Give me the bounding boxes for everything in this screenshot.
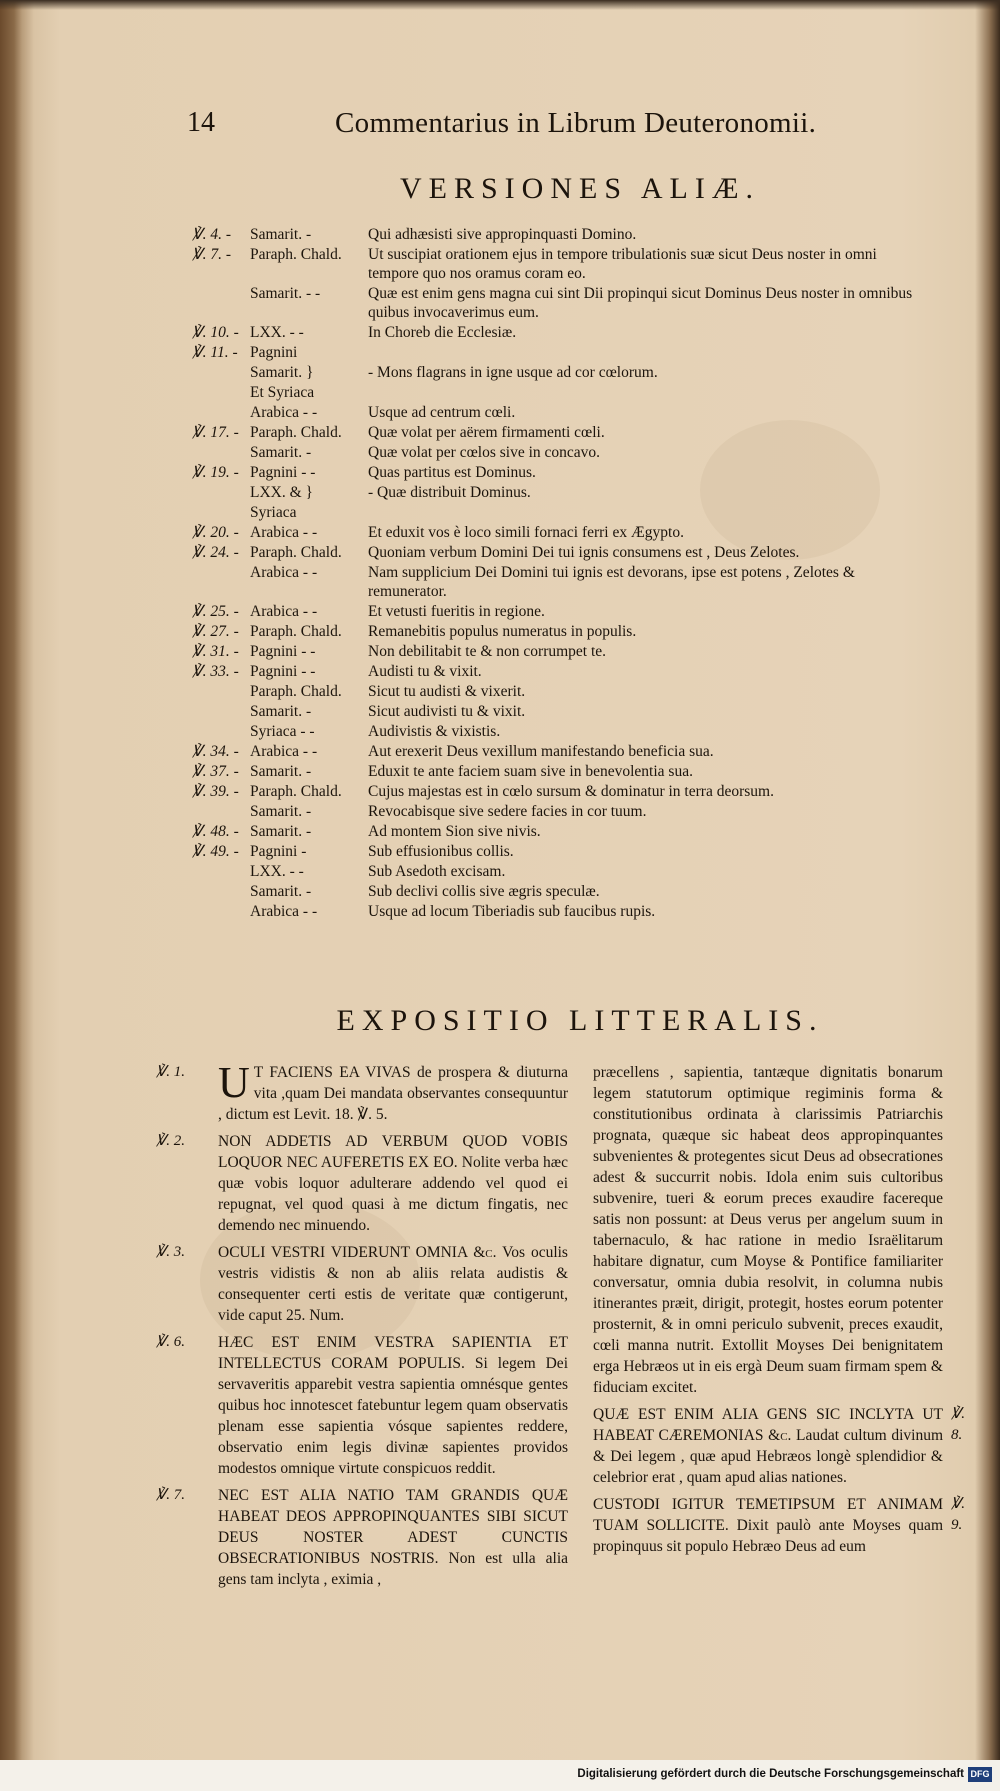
version-source: Arabica - - — [250, 903, 318, 920]
version-text: Ut suscipiat orationem ejus in tempore tribulationis suæ sicut Deus noster in omni tempore quo nos oramus coram eo. — [368, 246, 877, 282]
version-row — [192, 762, 952, 781]
version-text: Cujus majestas est in cœlo sursum & dominatur in terra deorsum. — [368, 783, 774, 800]
margin-verse-ref: ℣. 6. — [156, 1334, 186, 1350]
version-source: Et Syriaca — [250, 384, 315, 401]
lemma: NON ADDETIS AD VERBUM QUOD VOBIS LOQUOR NEC AUFERETIS EX EO. — [218, 1133, 568, 1171]
version-source: Pagnini - - — [250, 643, 316, 660]
version-text — [368, 503, 914, 522]
version-text: Sub effusionibus collis. — [368, 843, 514, 860]
version-text: Aut erexerit Deus vexillum manifestando beneficia sua. — [368, 743, 714, 760]
running-title: Commentarius in Librum Deuteronomii. — [335, 107, 817, 139]
version-text: Quas partitus est Dominus. — [368, 464, 536, 481]
version-source: Pagnini - - — [250, 464, 316, 481]
verse-ref: ℣. 11. - — [192, 344, 238, 361]
commentary-paragraph — [156, 1332, 568, 1479]
verse-ref: ℣. 4. - — [192, 226, 232, 243]
version-text: Eduxit te ante faciem suam sive in benevolentia sua. — [368, 763, 693, 780]
margin-verse-ref: ℣. 8. — [951, 1406, 966, 1443]
version-source: Paraph. Chald. — [250, 246, 342, 263]
version-row — [192, 523, 952, 542]
verse-ref: ℣. 37. - — [192, 763, 239, 780]
verse-ref — [192, 363, 250, 382]
margin-verse-ref: ℣. 9. — [951, 1496, 966, 1533]
version-text: Nam supplicium Dei Domini tui ignis est devorans, ipse est potens , Zelotes & remunerator. — [368, 564, 855, 600]
version-source: Paraph. Chald. — [250, 623, 342, 640]
version-row — [192, 822, 952, 841]
verse-ref — [192, 403, 250, 422]
lemma: T FACIENS EA VIVAS — [253, 1064, 411, 1081]
commentary-text: de prospera & diuturna vita ,quam Dei mandata observantes consequuntur , dictum est Levit. 18. ℣. 5. — [218, 1064, 569, 1123]
footer-credit: Digitalisierung gefördert durch die Deutsche Forschungsgemeinschaft — [577, 1768, 964, 1780]
commentary-text: Dixit paulò ante Moyses quam propinquus sit populo Hebræo Deus ad eum — [593, 1517, 943, 1555]
commentary-text: Laudat cultum divinum & Dei legem , quæ apud Hebræos longè splendidior & celebrior erat , quam apud alias nationes. — [593, 1427, 943, 1486]
version-source: Syriaca — [250, 504, 297, 521]
version-row — [192, 722, 952, 741]
lemma: CUSTODI IGITUR TEMETIPSUM ET ANIMAM TUAM SOLLICITE. — [593, 1496, 943, 1534]
verse-ref: ℣. 24. - — [192, 544, 239, 561]
version-row — [192, 842, 952, 861]
commentary-text: Si legem Dei servaveritis apparebit vestra sapientia omnésque gentes quibus hoc innotescet fatebuntur legem quam observatis plenam esse sapientia vósque sapientes reddere, observatio enim legis divinæ sapientes providos modestos omnique virtute conspicuos reddit. — [218, 1355, 568, 1477]
verse-ref — [192, 882, 250, 901]
version-row — [192, 483, 952, 502]
verse-ref: ℣. 33. - — [192, 663, 239, 680]
version-text: - Mons flagrans in igne usque ad cor cœlorum. — [368, 364, 658, 381]
version-source: LXX. - - — [250, 863, 304, 880]
version-text: Quæ volat per cœlos sive in concavo. — [368, 444, 601, 461]
version-text: Et vetusti fueritis in regione. — [368, 603, 545, 620]
verse-ref: ℣. 31. - — [192, 643, 239, 660]
page-number: 14 — [187, 107, 215, 138]
verse-ref: ℣. 17. - — [192, 424, 239, 441]
commentary-paragraph — [593, 1494, 966, 1557]
version-text: Sicut audivisti tu & vixit. — [368, 703, 526, 720]
verse-ref — [192, 383, 250, 402]
right-column — [593, 1062, 966, 1563]
version-text: Audivistis & vixistis. — [368, 723, 501, 740]
verse-ref: ℣. 49. - — [192, 843, 239, 860]
version-row — [192, 463, 952, 482]
commentary-paragraph — [156, 1242, 568, 1326]
version-row — [192, 682, 952, 701]
version-text: Usque ad locum Tiberiadis sub faucibus rupis. — [368, 903, 656, 920]
version-source: Arabica - - — [250, 404, 318, 421]
version-row — [192, 782, 952, 801]
verse-ref: ℣. 25. - — [192, 603, 239, 620]
lemma: HÆC EST ENIM VESTRA SAPIENTIA ET INTELLECTUS CORAM POPULIS. — [218, 1334, 568, 1372]
drop-cap: U — [218, 1058, 250, 1107]
version-row — [192, 284, 952, 322]
version-source: Samarit. } — [250, 364, 314, 381]
verse-ref: ℣. 19. - — [192, 464, 239, 481]
version-source: Samarit. - — [250, 703, 312, 720]
version-row — [192, 443, 952, 462]
version-source: Samarit. - — [250, 883, 312, 900]
version-source: LXX. & } — [250, 484, 313, 501]
version-row — [192, 543, 952, 562]
version-source: Arabica - - — [250, 603, 318, 620]
version-text: - Quæ distribuit Dominus. — [368, 484, 531, 501]
version-source: Pagnini — [250, 344, 298, 361]
version-source: Arabica - - — [250, 524, 318, 541]
version-row — [192, 323, 952, 342]
commentary-text: Nolite verba hæc quæ vobis loquor adulterare addendo vel quod ei repugnat, vel quod quasi à me dictum fingatis, nec demendo nec minuendo. — [218, 1154, 568, 1234]
version-row — [192, 802, 952, 821]
version-text: Non debilitabit te & non corrumpet te. — [368, 643, 607, 660]
version-source: Paraph. Chald. — [250, 783, 342, 800]
version-text — [368, 383, 914, 402]
versions-list — [192, 225, 952, 922]
version-row — [192, 602, 952, 621]
version-row — [192, 702, 952, 721]
version-row — [192, 423, 952, 442]
margin-verse-ref: ℣. 7. — [156, 1487, 186, 1503]
footer-bar — [0, 1760, 1000, 1791]
version-source: Samarit. - — [250, 803, 312, 820]
version-source: Samarit. - — [250, 763, 312, 780]
exposition-title: EXPOSITIO LITTERALIS. — [336, 1004, 824, 1037]
version-row — [192, 622, 952, 641]
verse-ref — [192, 722, 250, 741]
verse-ref — [192, 902, 250, 921]
verse-ref — [192, 483, 250, 502]
version-text: In Choreb die Ecclesiæ. — [368, 324, 517, 341]
version-row — [192, 902, 952, 921]
version-row — [192, 882, 952, 901]
lemma: OCULI VESTRI VIDERUNT OMNIA &c. — [218, 1244, 497, 1261]
verse-ref: ℣. 20. - — [192, 524, 239, 541]
version-text: Sub Asedoth excisam. — [368, 863, 506, 880]
lemma: NEC EST ALIA NATIO TAM GRANDIS QUÆ HABEAT DEOS APPROPINQUANTES SIBI SICUT DEUS NOSTER ADEST CUNCTIS OBSECRATIONIBUS NOSTRIS. — [218, 1487, 568, 1567]
version-text: Ad montem Sion sive nivis. — [368, 823, 541, 840]
version-text: Quæ volat per aërem firmamenti cœli. — [368, 424, 605, 441]
verse-ref — [192, 702, 250, 721]
commentary-paragraph — [593, 1062, 943, 1398]
version-row — [192, 503, 952, 522]
commentary-text: Vos oculis vestris vidistis & non ab aliis relata audistis & consequenter certi estis de veritate quæ contigerunt, vide caput 25. Num. — [218, 1244, 568, 1324]
version-text: Usque ad centrum cœli. — [368, 404, 516, 421]
verse-ref — [192, 682, 250, 701]
commentary-paragraph — [156, 1485, 569, 1590]
version-text: Sicut tu audisti & vixerit. — [368, 683, 526, 700]
verse-ref — [192, 503, 250, 522]
version-row — [192, 403, 952, 422]
verse-ref — [192, 563, 250, 601]
version-text: Qui adhæsisti sive appropinquasti Domino. — [368, 226, 637, 243]
version-text: Quæ est enim gens magna cui sint Dii propinqui sicut Dominus Deus noster in omnibus quibus invocaverimus eum. — [368, 285, 913, 321]
verse-ref: ℣. 27. - — [192, 623, 239, 640]
version-text: Revocabisque sive sedere facies in cor tuum. — [368, 803, 647, 820]
version-source: Paraph. Chald. — [250, 544, 342, 561]
verse-ref: ℣. 7. - — [192, 246, 232, 263]
versions-title: VERSIONES ALIÆ. — [399, 172, 760, 205]
version-source: Paraph. Chald. — [250, 683, 342, 700]
version-source: Samarit. - — [250, 444, 312, 461]
lemma: QUÆ EST ENIM ALIA GENS SIC INCLYTA UT HABEAT CÆREMONIAS &c. — [593, 1406, 943, 1444]
verse-ref — [192, 862, 250, 881]
margin-verse-ref: ℣. 2. — [156, 1133, 186, 1149]
version-row — [192, 662, 952, 681]
version-row — [192, 642, 952, 661]
version-source: Samarit. - — [250, 823, 312, 840]
version-text: Remanebitis populus numeratus in populis. — [368, 623, 637, 640]
version-source: Paraph. Chald. — [250, 424, 342, 441]
margin-verse-ref: ℣. 3. — [156, 1244, 186, 1260]
dfg-logo: DFG — [968, 1767, 992, 1782]
verse-ref — [192, 443, 250, 462]
version-row — [192, 563, 952, 601]
running-header — [30, 107, 990, 147]
version-row — [192, 742, 952, 761]
version-row — [192, 363, 952, 382]
verse-ref: ℣. 39. - — [192, 783, 239, 800]
version-source: Samarit. - - — [250, 285, 321, 302]
margin-verse-ref: ℣. 1. — [156, 1064, 186, 1080]
version-source: Arabica - - — [250, 564, 318, 581]
version-source: Pagnini - - — [250, 663, 316, 680]
version-source: Samarit. - — [250, 226, 312, 243]
page — [30, 12, 990, 1757]
version-text: Quoniam verbum Domini Dei tui ignis consumens est , Deus Zelotes. — [368, 544, 800, 561]
version-source: Pagnini - — [250, 843, 307, 860]
version-text: Et eduxit vos è loco simili fornaci ferri ex Ægypto. — [368, 524, 684, 541]
version-row — [192, 383, 952, 402]
version-row — [192, 225, 952, 244]
version-text — [368, 343, 914, 362]
left-column — [156, 1058, 569, 1596]
version-text: Audisti tu & vixit. — [368, 663, 482, 680]
verse-ref — [192, 284, 250, 322]
commentary-paragraph — [593, 1404, 966, 1488]
verse-ref: ℣. 10. - — [192, 324, 239, 341]
commentary-text: Non est ulla alia gens tam inclyta , eximia , — [218, 1550, 569, 1588]
version-row — [192, 862, 952, 881]
version-row — [192, 343, 952, 362]
verse-ref — [192, 802, 250, 821]
version-source: Syriaca - - — [250, 723, 315, 740]
version-source: LXX. - - — [250, 324, 304, 341]
version-text: Sub declivi collis sive ægris speculæ. — [368, 883, 600, 900]
commentary-paragraph — [156, 1131, 568, 1236]
version-source: Arabica - - — [250, 743, 318, 760]
verse-ref: ℣. 34. - — [192, 743, 239, 760]
verse-ref: ℣. 48. - — [192, 823, 239, 840]
commentary-paragraph — [156, 1058, 569, 1125]
version-row — [192, 245, 952, 283]
commentary-text: præcellens , sapientia, tantæque dignitatis bonarum legem statutorum optimique regiminis forma & constitutionibus ordinata à clarissimis Patriarchis prognata, quæque sic habeat deos appropinquantes subvenientes & protegentes sicut Deus ad obsecrationes adest & succurrit nobis. Idola enim suis cultoribus subvenire, tueri & eorum preces exaudire facereque satis non possunt: at Deus verus per angelum suum in tabernaculo, & hac ratione in medio Israëlitarum habitare dignatur, cum Moyse & Pontifice familiariter conversatur, omnia dubia resolvit, in columna nubis itinerantes præit, dirigit, protegit, hostes eorum potenter prosternit, & in omni periculo subvenit, preces exaudit, cœli manna nutrit. Extollit Moyses Dei benignitatem erga Hebræos ut in eis ergà Deum suam firmam spem & fiduciam excitet. — [593, 1064, 943, 1396]
